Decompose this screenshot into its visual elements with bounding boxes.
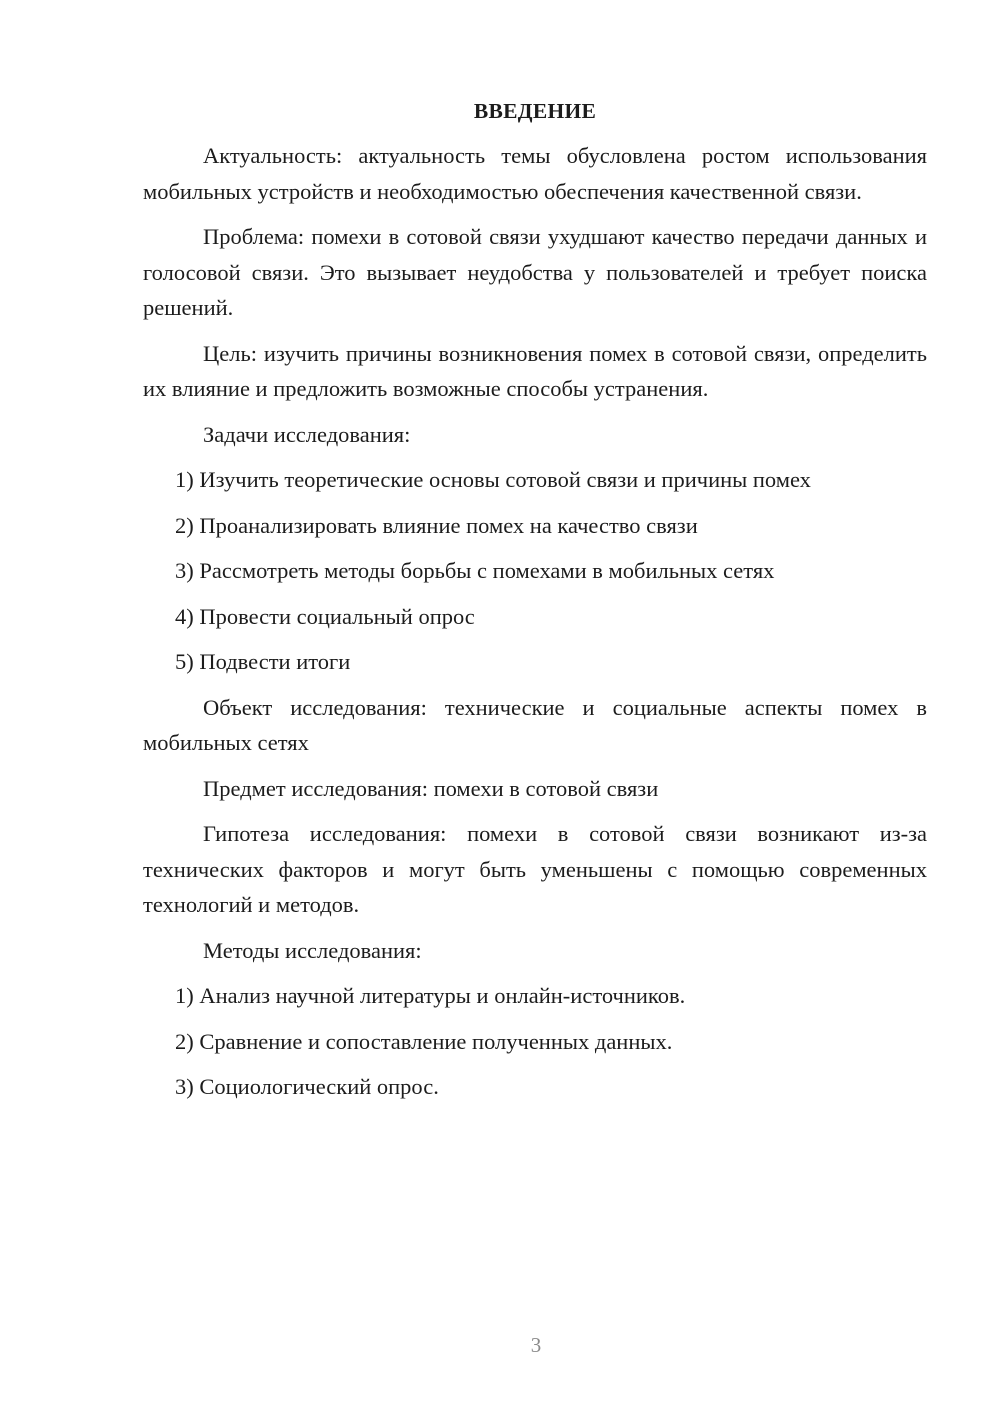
page-title: ВВЕДЕНИЕ xyxy=(473,99,597,123)
page-number: 3 xyxy=(530,1333,542,1357)
page-content xyxy=(143,95,927,1115)
task-item: 2) Проанализировать влияние помех на качество связи xyxy=(175,512,698,538)
hypothesis-paragraph: Гипотеза исследования: помехи в сотовой связи возникают из-за технических факторов и могут быть уменьшены с помощью современных технологий и методов. xyxy=(143,821,927,917)
relevance-paragraph: Актуальность: актуальность темы обусловлена ростом использования мобильных устройств и необходимостью обеспечения качественной связи. xyxy=(143,143,927,204)
task-item: 3) Рассмотреть методы борьбы с помехами в мобильных сетях xyxy=(175,558,775,583)
methods-heading: Методы исследования: xyxy=(203,937,422,963)
task-item: 4) Провести социальный опрос xyxy=(175,603,475,629)
method-item: 1) Анализ научной литературы и онлайн-источников. xyxy=(175,983,686,1008)
problem-paragraph: Проблема: помехи в сотовой связи ухудшают качество передачи данных и голосовой связи. Это вызывает неудобства у пользователей и требует поиска решений. xyxy=(143,224,927,320)
method-item: 3) Социологический опрос. xyxy=(175,1074,439,1099)
tasks-heading: Задачи исследования: xyxy=(203,421,411,447)
goal-paragraph: Цель: изучить причины возникновения помех в сотовой связи, определить их влияние и предложить возможные способы устранения. xyxy=(143,340,927,401)
task-item: 1) Изучить теоретические основы сотовой связи и причины помех xyxy=(175,467,811,492)
method-item: 2) Сравнение и сопоставление полученных данных. xyxy=(175,1028,673,1054)
object-paragraph: Объект исследования: технические и социальные аспекты помех в мобильных сетях xyxy=(143,694,927,755)
task-item: 5) Подвести итоги xyxy=(175,649,351,674)
subject-paragraph: Предмет исследования: помехи в сотовой связи xyxy=(203,775,659,801)
